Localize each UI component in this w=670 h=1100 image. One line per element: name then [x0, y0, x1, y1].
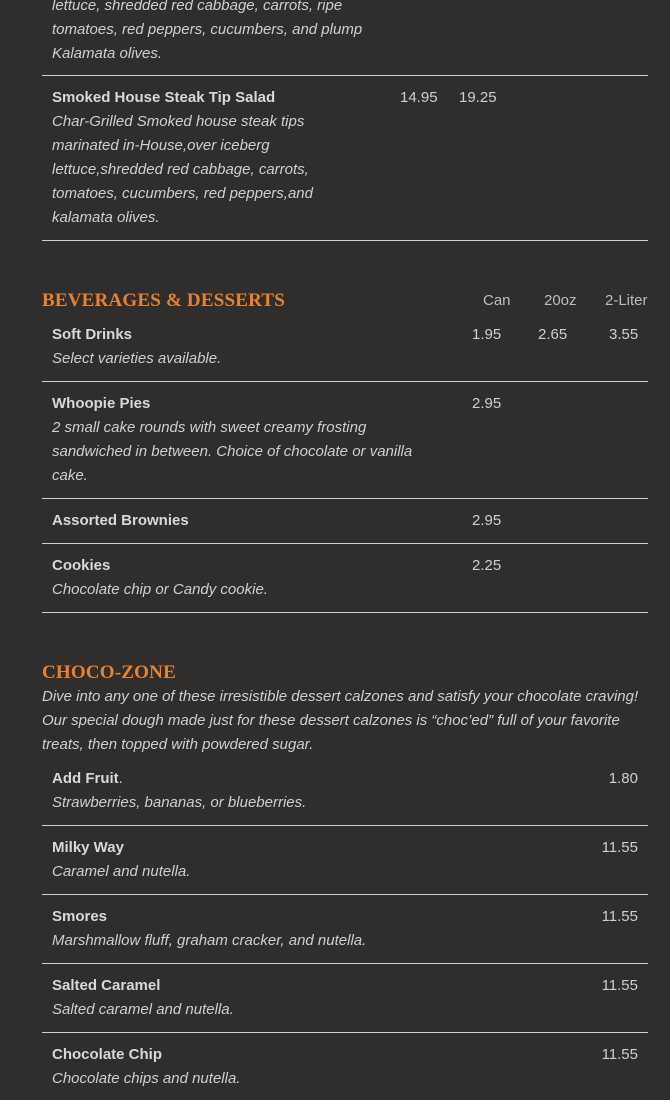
divider: [42, 498, 648, 499]
item-name: Assorted Brownies: [52, 512, 189, 529]
item-description: Marshmallow fluff, graham cracker, and nutella.: [52, 932, 367, 949]
item-price: 11.55: [601, 977, 638, 994]
item-name: Soft Drinks: [52, 326, 133, 343]
item-price: 2.25: [472, 557, 502, 574]
column-header-20oz: 20oz: [544, 292, 577, 309]
item-name: Add Fruit: [52, 770, 119, 787]
description-line: kalamata olives.: [52, 209, 160, 226]
description-line: lettuce, shredded red cabbage, carrots, ripe: [52, 0, 343, 14]
item-description: [52, 416, 412, 488]
divider: [42, 240, 648, 241]
item-name: Whoopie Pies: [52, 395, 151, 412]
item-name: Milky Way: [52, 839, 124, 856]
item-name: Cookies: [52, 557, 111, 574]
item-description: Caramel and nutella.: [52, 863, 191, 880]
intro-line: Our special dough made just for these dessert calzones is “choc’ed” full of your favorite: [42, 712, 620, 729]
item-price: 11.55: [601, 1046, 638, 1063]
description-line: Kalamata olives.: [52, 45, 163, 62]
item-name: Salted Caramel: [52, 977, 161, 994]
item-description: Salted caramel and nutella.: [52, 1001, 234, 1018]
item-name: Smores: [52, 908, 108, 925]
item-price: 1.80: [608, 770, 638, 787]
intro-line: treats, then topped with powdered sugar.: [42, 736, 314, 753]
item-description: Select varieties available.: [52, 350, 222, 367]
item-name: Chocolate Chip: [52, 1046, 163, 1063]
item-description: Strawberries, bananas, or blueberries.: [52, 794, 307, 811]
divider: [42, 963, 648, 964]
column-header-can: Can: [483, 292, 511, 309]
salad-partial-description: [52, 0, 362, 66]
description-line: lettuce,shredded red cabbage, carrots,: [52, 161, 309, 178]
item-name: Smoked House Steak Tip Salad: [52, 89, 276, 106]
divider: [42, 825, 648, 826]
section-intro: [42, 685, 652, 757]
item-description: Chocolate chip or Candy cookie.: [52, 581, 268, 598]
item-price-large: 19.25: [459, 89, 497, 106]
description-line: cake.: [52, 467, 88, 484]
item-price-20oz: 2.65: [538, 326, 568, 343]
divider: [42, 612, 648, 613]
item-price-small: 14.95: [400, 89, 438, 106]
section-title-beverages: BEVERAGES & DESSERTS: [42, 290, 286, 311]
description-line: marinated in-House,over iceberg: [52, 137, 270, 154]
description-line: tomatoes, red peppers, cucumbers, and plump: [52, 21, 363, 38]
divider: [42, 381, 648, 382]
item-price-2liter: 3.55: [609, 326, 639, 343]
item-price: 2.95: [472, 395, 502, 412]
description-line: 2 small cake rounds with sweet creamy frosting: [52, 419, 367, 436]
divider: [42, 894, 648, 895]
divider: [42, 75, 648, 76]
item-description: Chocolate chips and nutella.: [52, 1070, 241, 1087]
description-line: tomatoes, cucumbers, red peppers,and: [52, 185, 313, 202]
item-name-suffix: .: [118, 770, 123, 787]
column-header-2liter: 2-Liter: [605, 292, 648, 309]
description-line: Char-Grilled Smoked house steak tips: [52, 113, 305, 130]
intro-line: Dive into any one of these irresistible dessert calzones and satisfy your chocolate craving!: [42, 688, 639, 705]
divider: [42, 1032, 648, 1033]
item-price: 11.55: [601, 839, 638, 856]
item-price: 2.95: [472, 512, 502, 529]
item-price: 11.55: [601, 908, 638, 925]
section-title-choco-zone: CHOCO-ZONE: [42, 662, 176, 683]
item-price-can: 1.95: [472, 326, 502, 343]
item-description: [52, 110, 313, 230]
description-line: sandwiched in between. Choice of chocolate or vanilla: [52, 443, 413, 460]
item-name-row: [52, 767, 123, 791]
divider: [42, 543, 648, 544]
